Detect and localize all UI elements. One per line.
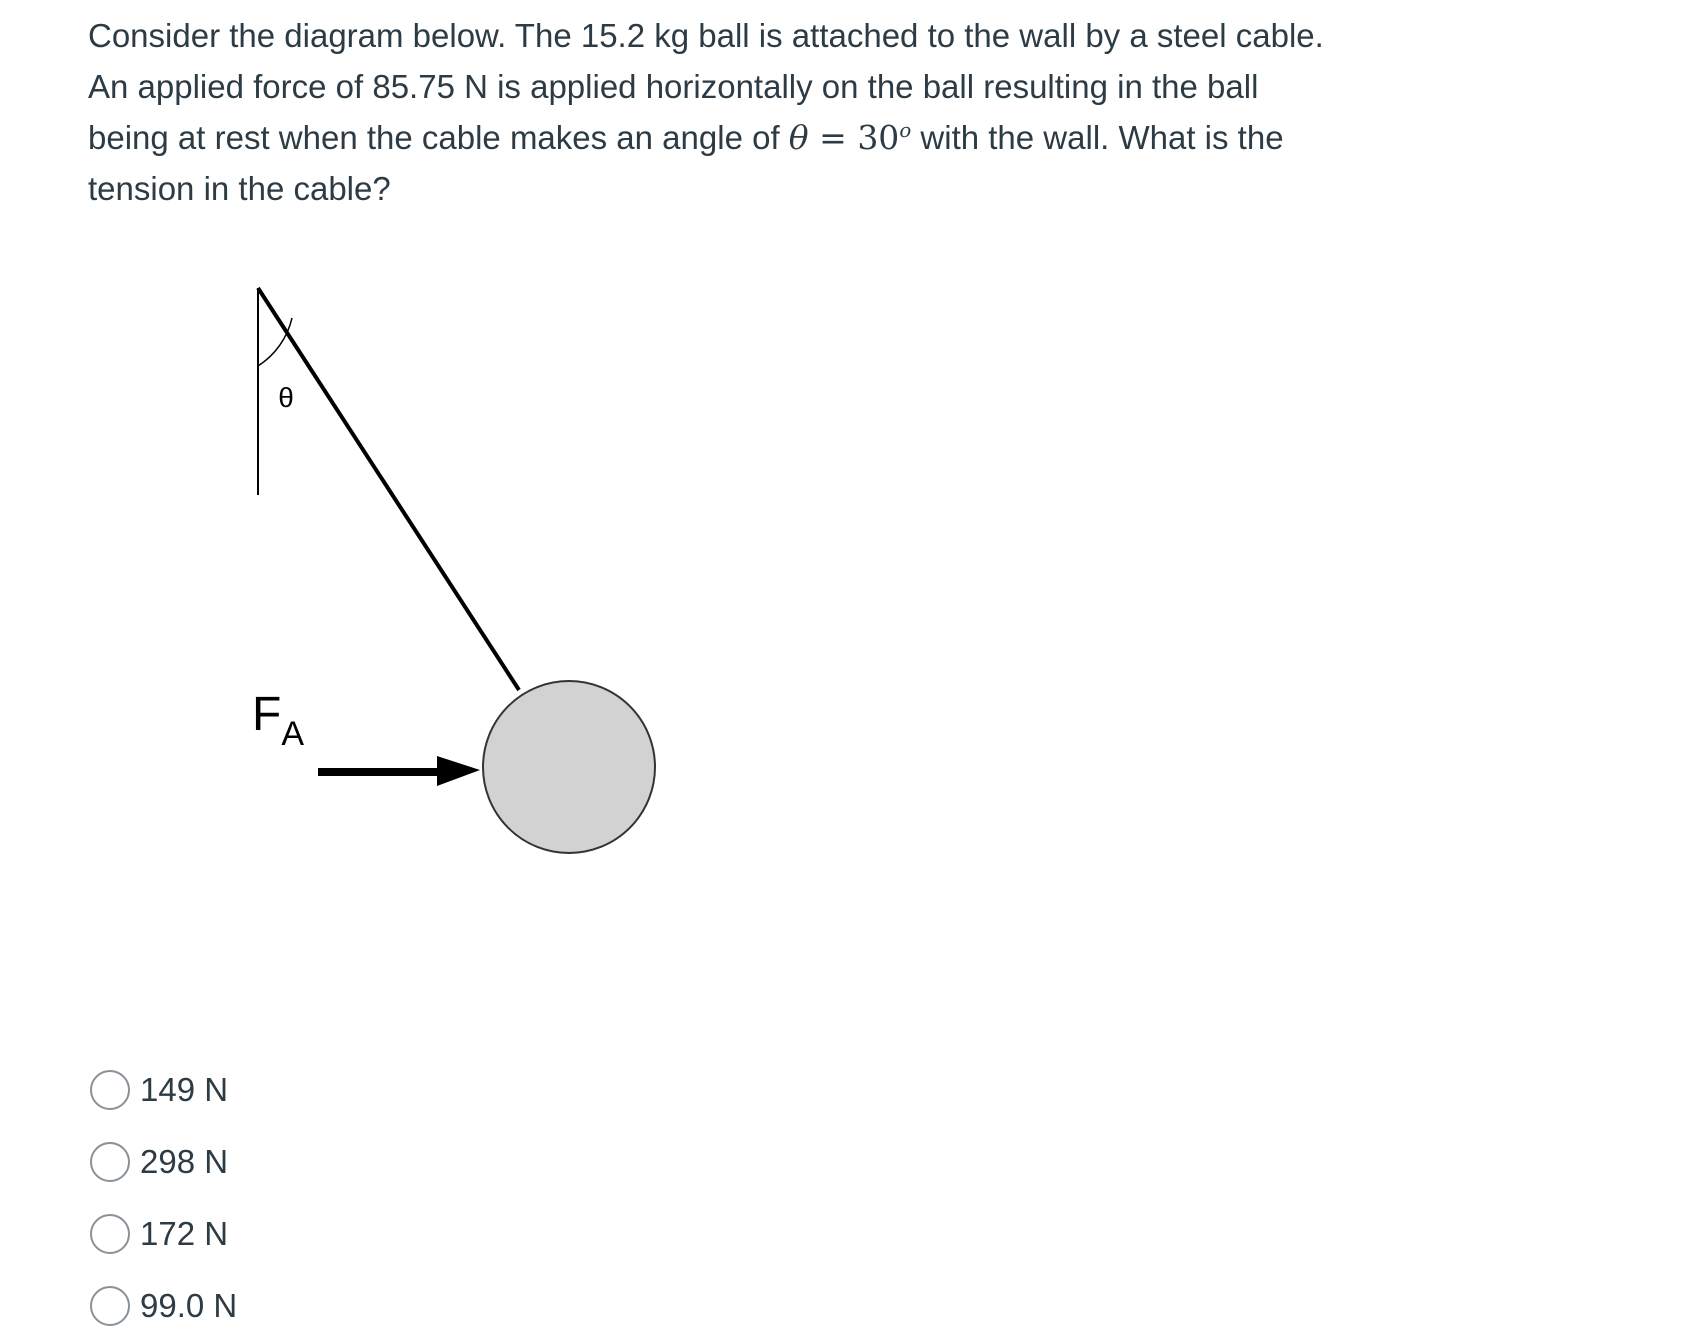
question-line-4: tension in the cable?: [88, 170, 391, 207]
answer-label: 99.0 N: [140, 1287, 238, 1324]
equals-sign: =: [808, 118, 858, 157]
answer-label: 149 N: [140, 1071, 229, 1108]
steel-cable: [258, 288, 519, 690]
radio-button[interactable]: [90, 1142, 130, 1182]
ball: [483, 681, 655, 853]
radio-button[interactable]: [90, 1070, 130, 1110]
question-line-2: An applied force of 85.75 N is applied horizontally on the ball resulting in the ball: [88, 68, 1259, 105]
answer-label: 298 N: [140, 1143, 229, 1180]
question-line-3-start: being at rest when the cable makes an angle of: [88, 119, 789, 156]
force-label-main: F: [252, 688, 282, 741]
radio-button[interactable]: [90, 1214, 130, 1254]
angle-equation: [789, 118, 911, 157]
answer-options: [90, 1054, 237, 1342]
force-label-subscript: A: [281, 715, 305, 753]
pendulum-diagram: [180, 270, 700, 870]
theta-symbol: θ: [788, 118, 809, 157]
force-label: [252, 688, 304, 753]
question-text: [88, 10, 1408, 214]
angle-value: 30: [857, 118, 900, 157]
answer-option-2[interactable]: [90, 1126, 237, 1198]
question-line-1: Consider the diagram below. The 15.2 kg ball is attached to the wall by a steel cable.: [88, 17, 1324, 54]
radio-button[interactable]: [90, 1286, 130, 1326]
answer-option-1[interactable]: [90, 1054, 237, 1126]
degree-superscript: o: [899, 119, 912, 142]
answer-label: 172 N: [140, 1215, 229, 1252]
question-line-3-end: with the wall. What is the: [911, 119, 1284, 156]
answer-option-3[interactable]: [90, 1198, 237, 1270]
question-line-3: [88, 112, 1408, 163]
answer-option-4[interactable]: [90, 1270, 237, 1342]
theta-label: θ: [278, 382, 294, 413]
arrow-head-icon: [437, 756, 480, 786]
angle-arc: [258, 318, 292, 366]
